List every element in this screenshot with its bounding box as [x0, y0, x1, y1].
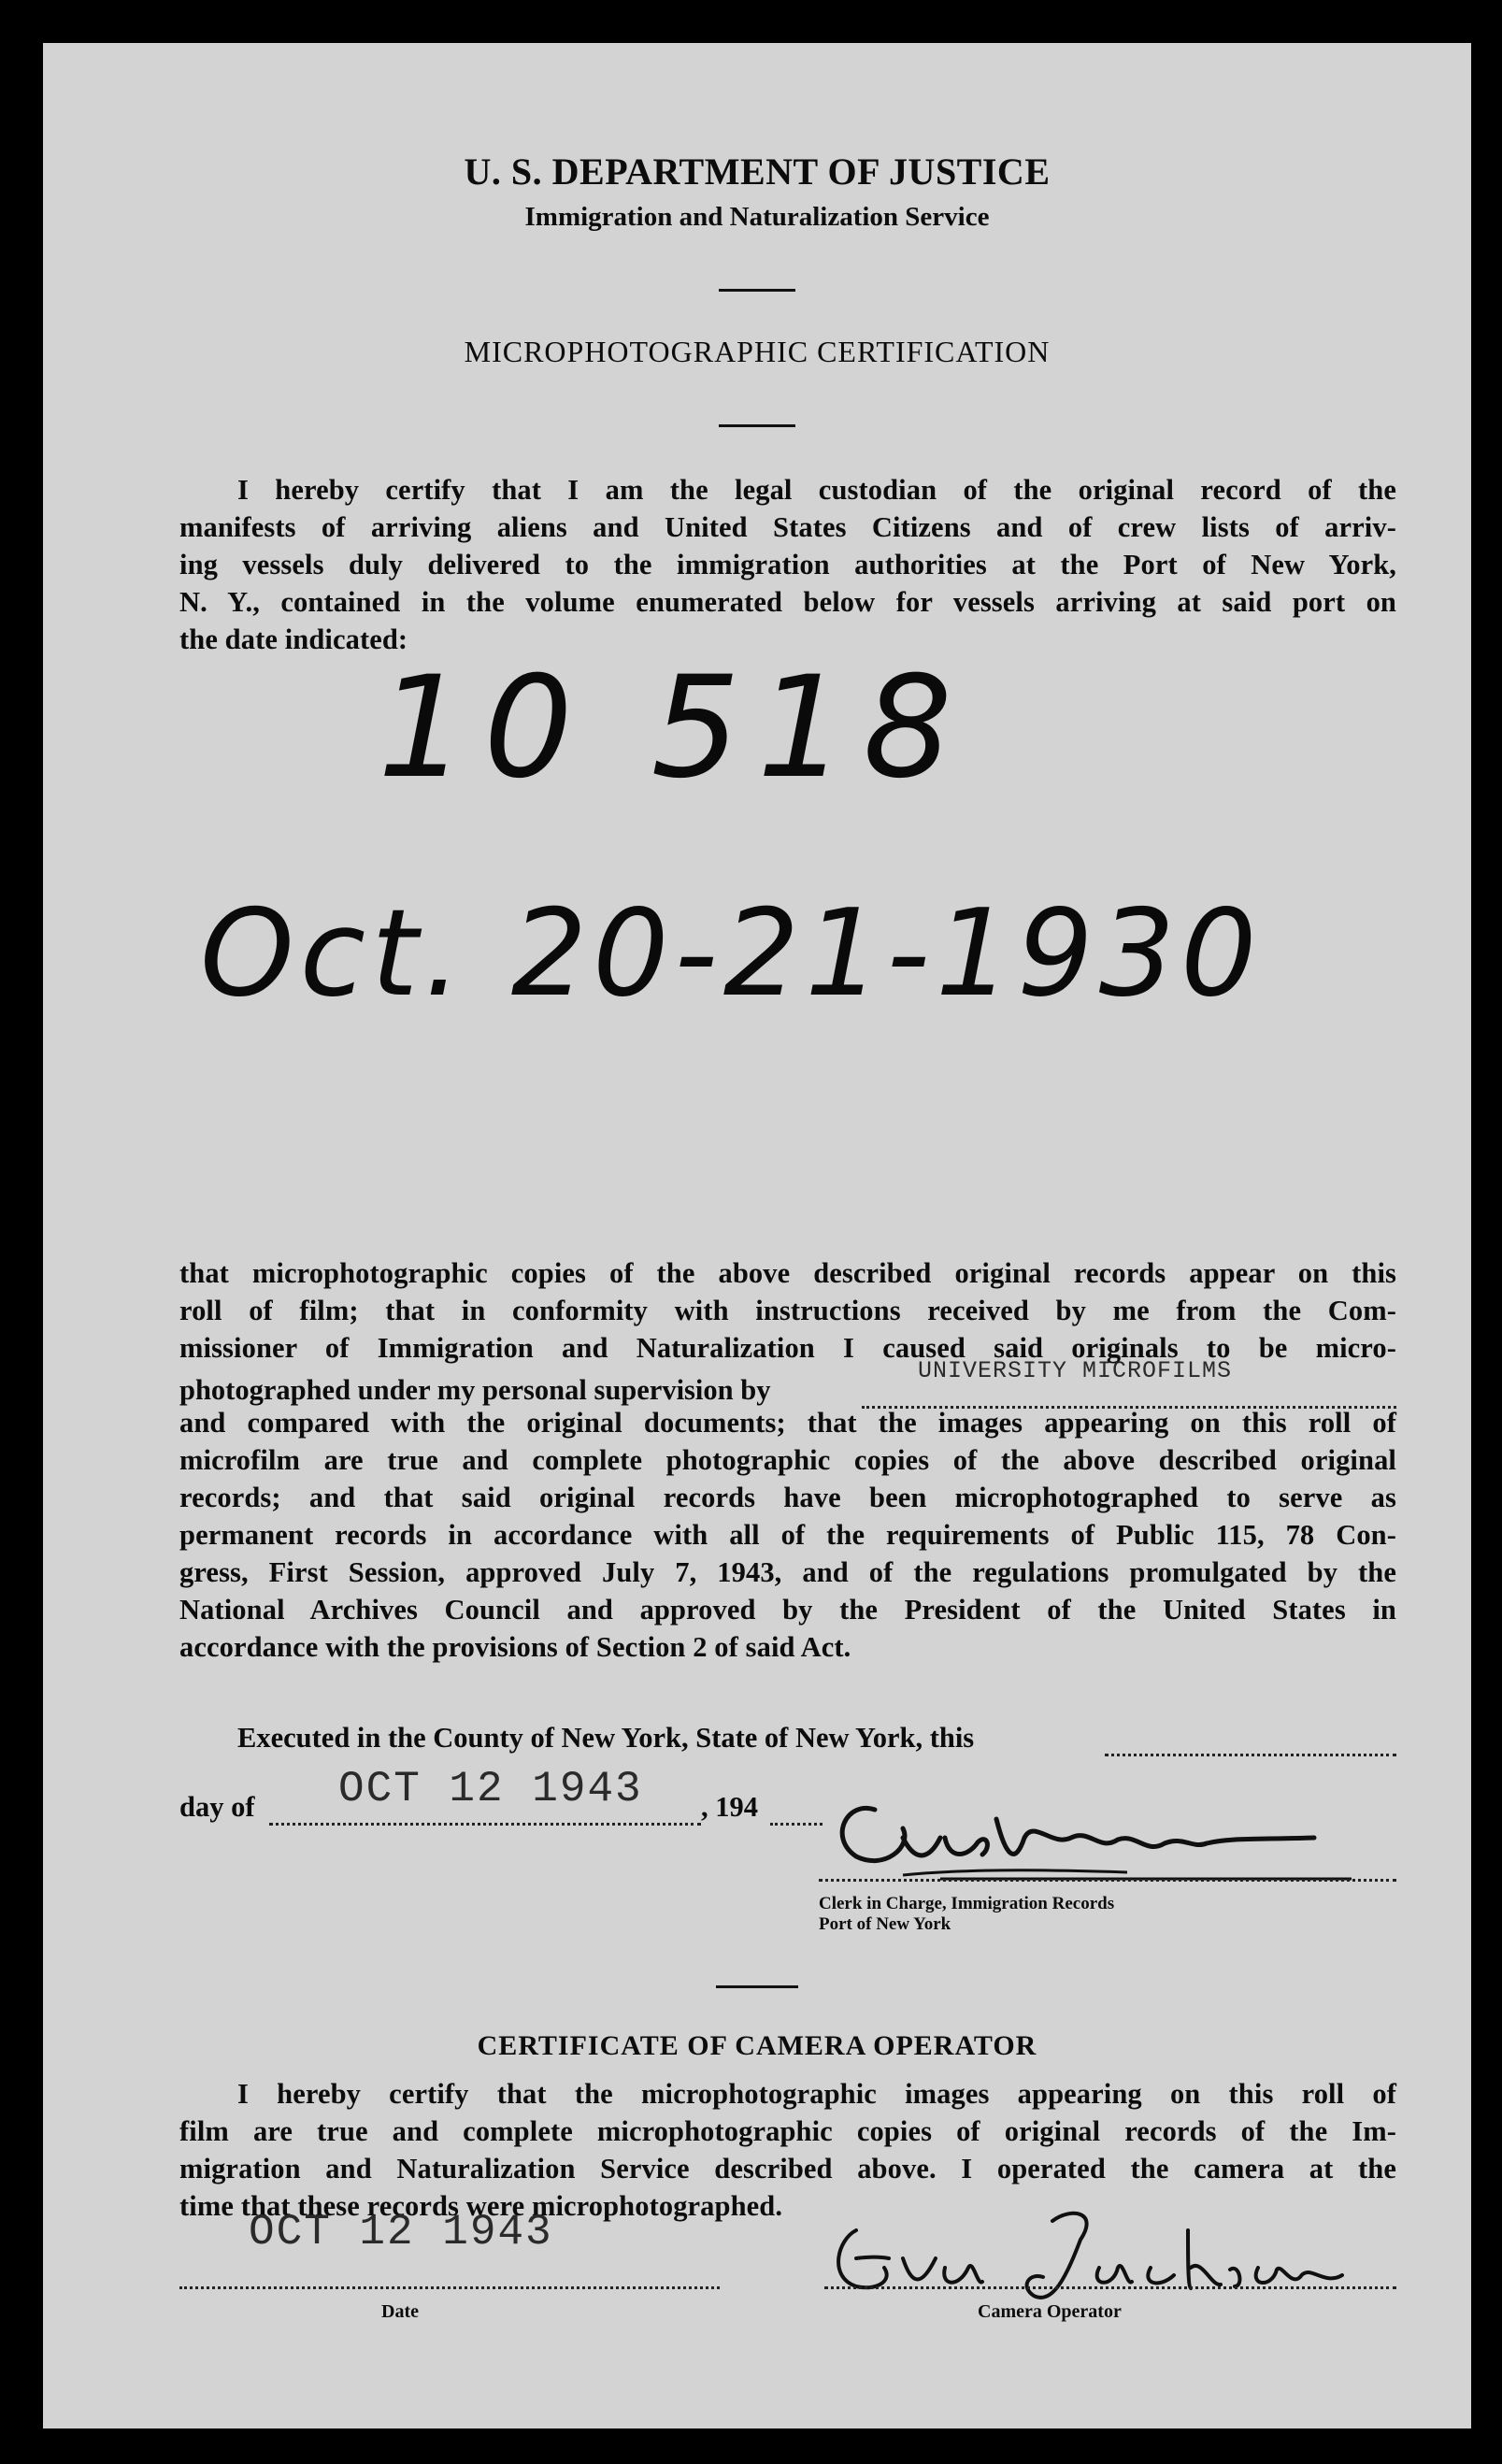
date-label: Date [381, 2301, 419, 2322]
photographed-by-stamp: UNIVERSITY MICROFILMS [918, 1357, 1233, 1384]
service-subheading: Immigration and Naturalization Service [524, 202, 990, 232]
body-line: permanent records in accordance with all of the requirements of Public 115, 78 Con- [179, 1519, 1396, 1551]
camera-section-divider [716, 1985, 798, 1988]
body-line: and compared with the original documents; that the images appearing on this roll of [179, 1407, 1396, 1439]
body-paragraph-part1 [179, 1254, 1396, 1367]
handwritten-date-range: Oct. 20-21-1930 [200, 884, 1263, 1024]
body-paragraph-part2 [179, 1404, 1396, 1666]
clerk-title-line2: Port of New York [819, 1914, 951, 1934]
clerk-signature-dotted-line [819, 1879, 1396, 1882]
camera-date-dotted-line [179, 2286, 720, 2289]
intro-line: manifests of arriving aliens and United States Citizens and of crew lists of arriv- [179, 511, 1396, 543]
intro-line: N. Y., contained in the volume enumerated below for vessels arriving at said port on [179, 586, 1396, 618]
photographed-by-label: photographed under my personal supervision by [179, 1374, 771, 1406]
camera-line: film are true and complete microphotographic copies of original records of the Im- [179, 2115, 1396, 2147]
day-of-date-stamp: OCT 12 1943 [338, 1765, 643, 1813]
body-line: missioner of Immigration and Naturalization I caused said originals to be micro- [179, 1332, 1396, 1364]
handwritten-volume-number: 10 518 [378, 647, 969, 809]
certificate-sheet [43, 43, 1471, 2428]
camera-line: I hereby certify that the microphotographic images appearing on this roll of [237, 2078, 1396, 2110]
day-of-dotted-line [269, 1823, 701, 1826]
body-line: gress, First Session, approved July 7, 1943, and of the regulations promulgated by the [179, 1556, 1396, 1588]
camera-line: migration and Naturalization Service described above. I operated the camera at the [179, 2153, 1396, 2185]
camera-date-stamp: OCT 12 1943 [249, 2208, 553, 2256]
camera-operator-dotted-line [824, 2286, 1396, 2289]
title-divider [719, 424, 795, 427]
camera-line: time that these records were microphotographed. [179, 2190, 783, 2222]
body-line: that microphotographic copies of the above described original records appear on this [179, 1257, 1396, 1289]
intro-line: ing vessels duly delivered to the immigration authorities at the Port of New York, [179, 549, 1396, 580]
camera-certificate-title: CERTIFICATE OF CAMERA OPERATOR [477, 2030, 1037, 2061]
header-divider [719, 289, 795, 292]
executed-day-dotted-line [1105, 1754, 1396, 1756]
body-line: records; and that said original records have been microphotographed to serve as [179, 1482, 1396, 1513]
body-line: National Archives Council and approved by the President of the United States in [179, 1594, 1396, 1626]
intro-line: the date indicated: [179, 623, 408, 655]
intro-line: I hereby certify that I am the legal custodian of the original record of the [237, 474, 1396, 506]
body-line: microfilm are true and complete photographic copies of the above described original [179, 1444, 1396, 1476]
body-line: roll of film; that in conformity with instructions received by me from the Com- [179, 1295, 1396, 1326]
camera-operator-signature [819, 2202, 1398, 2314]
certification-title: MICROPHOTOGRAPHIC CERTIFICATION [464, 335, 1051, 368]
intro-paragraph [179, 471, 1396, 658]
department-heading: U. S. DEPARTMENT OF JUSTICE [464, 150, 1051, 193]
year-prefix: , 194 [701, 1791, 758, 1823]
camera-operator-label: Camera Operator [978, 2301, 1122, 2322]
day-of-label: day of [179, 1791, 255, 1823]
body-line: accordance with the provisions of Section 2 of said Act. [179, 1631, 851, 1663]
clerk-title-line1: Clerk in Charge, Immigration Records [819, 1894, 1115, 1913]
executed-line: Executed in the County of New York, State of New York, this [237, 1722, 975, 1754]
